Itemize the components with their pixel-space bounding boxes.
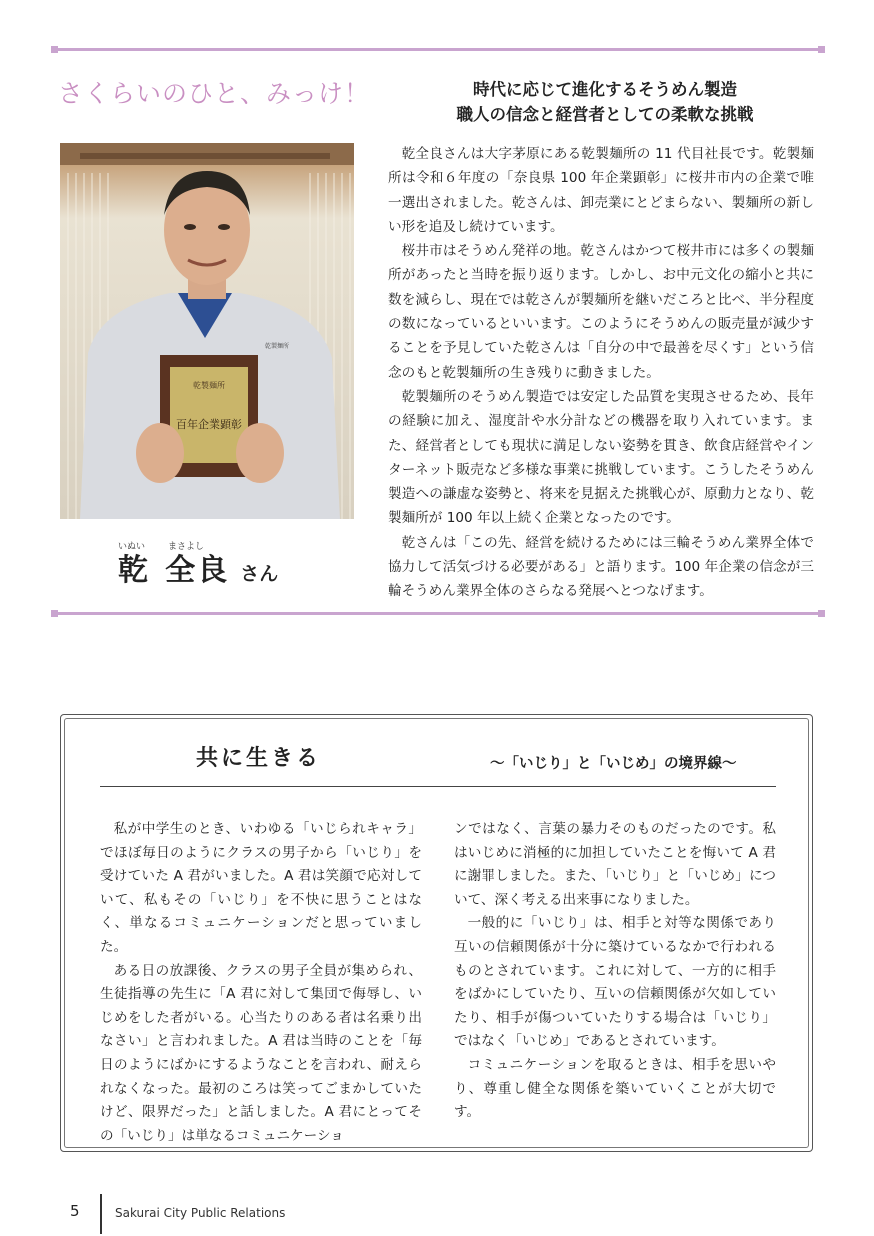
column-left-text (100, 818, 422, 1148)
given-name: 全良 (165, 553, 230, 588)
plaque-title: 百年企業顕彰 (176, 418, 242, 431)
footer-divider (100, 1194, 102, 1234)
given-name-reading: まさよし (168, 542, 205, 552)
column-paragraph: コミュニケーションを取るときは、相手を思いやり、尊重し健全な関係を築いていくことが大切です。 (454, 1056, 776, 1121)
series-title: さくらいのひと、みっけ！ (58, 79, 371, 108)
honorific: さん (240, 563, 279, 585)
column-paragraph: ある日の放課後、クラスの男子全員が集められ、生徒指導の先生に「A 君に対して集団で侮辱し、いじめをした者がいる。心当たりのある者は名乗り出なさい」と言われました。A 君は当時のことを「毎日のようにばかにするようなことを言われ、耐えられなくなった。最初のころは笑ってごまかしていたけど、限界だった」と話しました。A 君にとってその「いじり」は単なるコミュニケーショ (100, 962, 422, 1144)
column-paragraph: ンではなく、言葉の暴力そのものだったのです。私はいじめに消極的に加担していたことを悔いて A 君に謝罪しました。また、「いじり」と「いじめ」について、深く考える出来事になりました。 (454, 821, 776, 908)
column-paragraph: 一般的に「いじり」は、相手と対等な関係であり互いの信頼関係が十分に築けているなかで行われるものとされています。これに対して、一方的に相手をばかにしていたり、互いの信頼関係が欠如していたり、相手が傷ついていたりする場合は「いじり」ではなく「いじめ」であるとされています。 (454, 915, 776, 1050)
bottom-divider (52, 612, 824, 615)
publication-title: Sakurai City Public Relations (115, 1206, 286, 1220)
profile-article (388, 142, 814, 604)
column-title: 共に生きる (196, 746, 322, 771)
headline-line-2: 職人の信念と経営者としての柔軟な挑戦 (456, 105, 754, 124)
plaque-caption: 乾製麺所 (193, 381, 225, 390)
top-divider (52, 48, 824, 51)
jacket-logo: 乾製麺所 (265, 343, 290, 350)
profile-paragraph: 乾全良さんは大字茅原にある乾製麺所の 11 代目社長です。乾製麺所は令和６年度の「奈良県 100 年企業顕彰」に桜井市内の企業で唯一選出されました。乾さんは、卸売業にとどまらない、製麺所の新しい形を追及し続けています。 (388, 146, 814, 235)
profile-paragraph: 乾製麺所のそうめん製造では安定した品質を実現させるため、長年の経験に加え、湿度計や水分計などの機器を取り入れています。また、経営者としても現状に満足しない姿勢を貫き、飲食店経営やインターネット販売など多様な事業に挑戦しています。こうしたそうめん製造への謙虚な姿勢と、将来を見据えた挑戦心が、原動力となり、乾製麺所が 100 年以上続く企業となったのです。 (388, 388, 814, 527)
portrait-illustration (60, 143, 354, 519)
surname-reading: いぬい (118, 542, 146, 552)
profile-paragraph: 乾さんは「この先、経営を続けるためには三輪そうめん業界全体で協力して活気づける必要がある」と語ります。100 年企業の信念が三輪そうめん業界全体のさらなる発展へとつなげます。 (388, 534, 814, 600)
column-title-rule (100, 786, 776, 787)
column-paragraph: 私が中学生のとき、いわゆる「いじられキャラ」でほぼ毎日のようにクラスの男子から「いじり」を受けていた A 君がいました。A 君は笑顔で応対していて、私もその「いじり」を不快に思うことはなく、単なるコミュニケーションだと思っていました。 (100, 821, 422, 955)
page-number: 5 (70, 1202, 80, 1220)
portrait-photo (60, 143, 354, 519)
surname: 乾 (118, 553, 150, 588)
profile-paragraph: 桜井市はそうめん発祥の地。乾さんはかつて桜井市には多くの製麺所があったと当時を振り返ります。しかし、お中元文化の縮小と共に数を減らし、現在では乾さんが製麺所を継いだころと比べ、半分程度の数になっているといいます。このようにそうめんの販売量が減少することを予見していた乾さんは「自分の中で最善を尽くす」という信念のもと乾製麺所の生き残りに動きました。 (388, 243, 814, 381)
headline-line-1: 時代に応じて進化するそうめん製造 (473, 80, 737, 99)
column-right-text (454, 818, 776, 1125)
person-name (118, 542, 279, 589)
column-subtitle: ～「いじり」と「いじめ」の境界線～ (490, 756, 737, 772)
